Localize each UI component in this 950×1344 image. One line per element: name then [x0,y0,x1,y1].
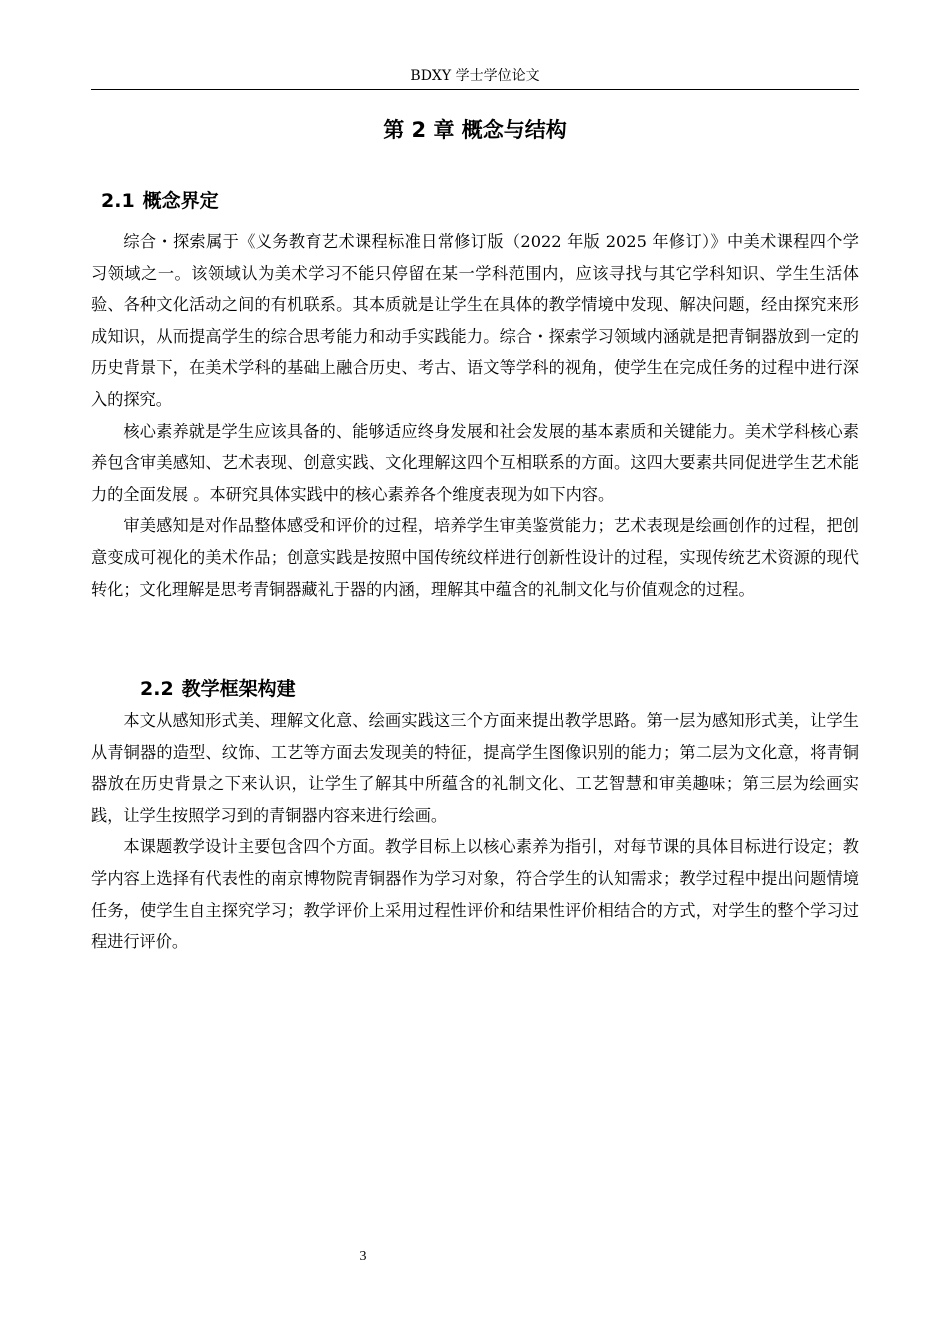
chapter-title: 第 2 章 概念与结构 [383,118,567,142]
paragraph: 核心素养就是学生应该具备的、能够适应终身发展和社会发展的基本素质和关键能力。美术学科核心素养包含审美感知、艺术表现、创意实践、文化理解这四个互相联系的方面。这四大要素共同促进学生艺术能力的全面发展 。本研究具体实践中的核心素养各个维度表现为如下内容。 [91,421,859,504]
running-header: BDXY 学士学位论文 [410,68,540,84]
paragraph: 综合・探索属于《义务教育艺术课程标准日常修订版（2022 年版 2025 年修订）》中美术课程四个学习领域之一。该领域认为美术学习不能只停留在某一学科范围内，应该寻找与其它学科知识、学生生活体验、各种文化活动之间的有机联系。其本质就是让学生在具体的教学情境中发现、解决问题，经由探究来形成知识，从而提高学生的综合思考能力和动手实践能力。综合・探索学习领域内涵就是把青铜器放到一定的历史背景下，在美术学科的基础上融合历史、考古、语文等学科的视角，使学生在完成任务的过程中进行深入的探究。 [91,232,859,409]
section-number: 2.2 [140,678,174,700]
header-rule [91,89,859,90]
section-2-2-body [91,705,859,958]
section-title: 概念界定 [142,190,219,212]
section-2-1-body [91,226,859,605]
paragraph: 本课题教学设计主要包含四个方面。教学目标上以核心素养为指引，对每节课的具体目标进行设定；教学内容上选择有代表性的南京博物院青铜器作为学习对象，符合学生的认知需求；教学过程中提出问题情境任务，使学生自主探究学习；教学评价上采用过程性评价和结果性评价相结合的方式，对学生的整个学习过程进行评价。 [91,837,859,952]
section-number: 2.1 [101,190,135,212]
page-number: 3 [359,1249,367,1264]
paragraph: 审美感知是对作品整体感受和评价的过程，培养学生审美鉴赏能力；艺术表现是绘画创作的过程，把创意变成可视化的美术作品；创意实践是按照中国传统纹样进行创新性设计的过程，实现传统艺术资源的现代转化；文化理解是思考青铜器藏礼于器的内涵，理解其中蕴含的礼制文化与价值观念的过程。 [91,516,859,599]
paragraph: 本文从感知形式美、理解文化意、绘画实践这三个方面来提出教学思路。第一层为感知形式美，让学生从青铜器的造型、纹饰、工艺等方面去发现美的特征，提高学生图像识别的能力；第二层为文化意，将青铜器放在历史背景之下来认识，让学生了解其中所蕴含的礼制文化、工艺智慧和审美趣味；第三层为绘画实践，让学生按照学习到的青铜器内容来进行绘画。 [91,711,859,825]
section-title: 教学框架构建 [181,678,296,700]
section-heading-2-2 [140,674,296,704]
section-heading-2-1 [101,186,219,216]
